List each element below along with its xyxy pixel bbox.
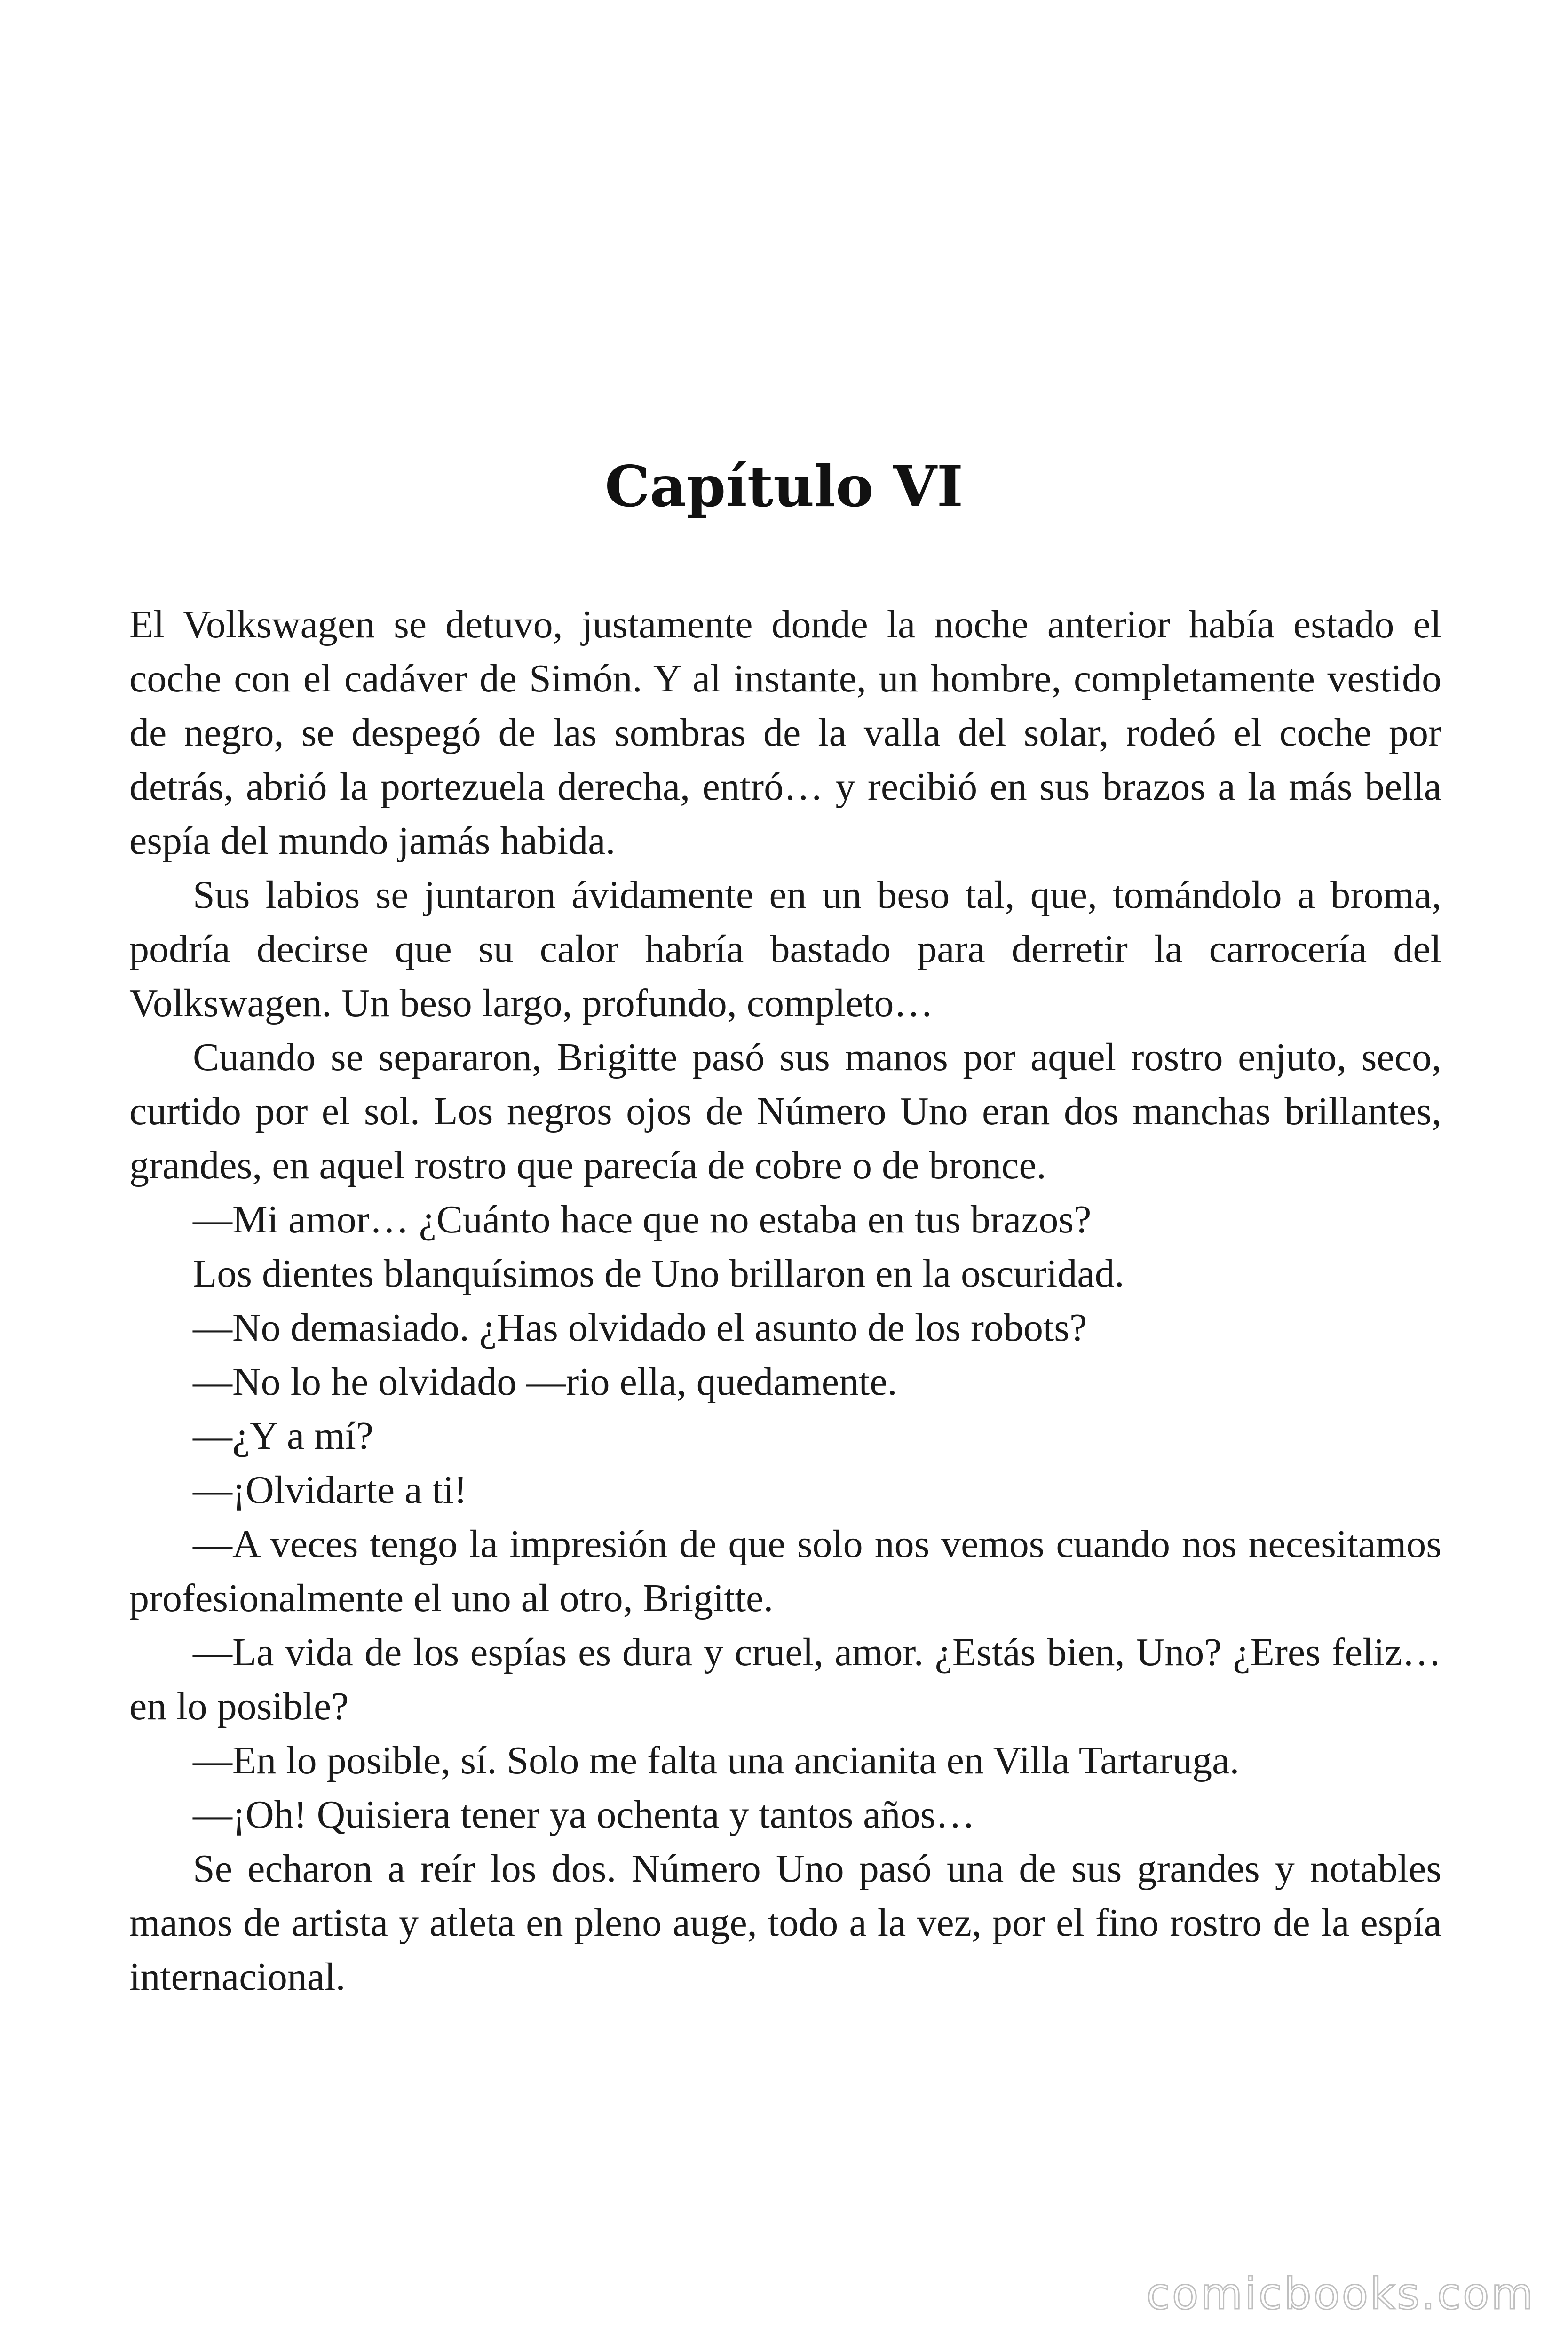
watermark-logo: comicbooks.com	[1146, 2269, 1535, 2319]
dialogue-line: —No demasiado. ¿Has olvidado el asunto de los robots?	[193, 1306, 1087, 1350]
dialogue-line: —A veces tengo la impresión de que solo nos vemos cuando nos necesitamos profesionalmente el uno al otro, Brigitte.	[129, 1522, 1441, 1620]
paragraph: El Volkswagen se detuvo, justamente donde la noche anterior había estado el coche con el cadáver de Simón. Y al instante, un hombre, completamente vestido de negro, se despegó de las sombras de la valla del solar, rodeó el coche por detrás, abrió la portezuela derecha, entró… y recibió en sus brazos a la más bella espía del mundo jamás habida.	[129, 603, 1441, 863]
dialogue-line: —En lo posible, sí. Solo me falta una ancianita en Villa Tartaruga.	[193, 1739, 1240, 1782]
dialogue-line: —La vida de los espías es dura y cruel, amor. ¿Estás bien, Uno? ¿Eres feliz… en lo posible?	[129, 1630, 1441, 1728]
paragraph: Cuando se separaron, Brigitte pasó sus manos por aquel rostro enjuto, seco, curtido por el sol. Los negros ojos de Número Uno eran dos manchas brillantes, grandes, en aquel rostro que parecía de cobre o de bronce.	[129, 1035, 1441, 1187]
dialogue-line: —¿Y a mí?	[193, 1414, 374, 1458]
paragraph: Se echaron a reír los dos. Número Uno pasó una de sus grandes y notables manos de artista y atleta en pleno auge, todo a la vez, por el fino rostro de la espía internacional.	[129, 1847, 1441, 1999]
paragraph: Los dientes blanquísimos de Uno brillaron en la oscuridad.	[193, 1252, 1125, 1295]
dialogue-line: —Mi amor… ¿Cuánto hace que no estaba en tus brazos?	[193, 1198, 1092, 1241]
chapter-body	[129, 597, 1441, 2004]
dialogue-line: —No lo he olvidado —rio ella, quedamente.	[193, 1360, 897, 1404]
dialogue-line: —¡Olvidarte a ti!	[193, 1468, 467, 1512]
paragraph: Sus labios se juntaron ávidamente en un beso tal, que, tomándolo a broma, podría decirse que su calor habría bastado para derretir la carrocería del Volkswagen. Un beso largo, profundo, completo…	[129, 873, 1441, 1025]
chapter-title: Capítulo VI	[604, 453, 964, 520]
dialogue-line: —¡Oh! Quisiera tener ya ochenta y tantos años…	[193, 1793, 975, 1836]
